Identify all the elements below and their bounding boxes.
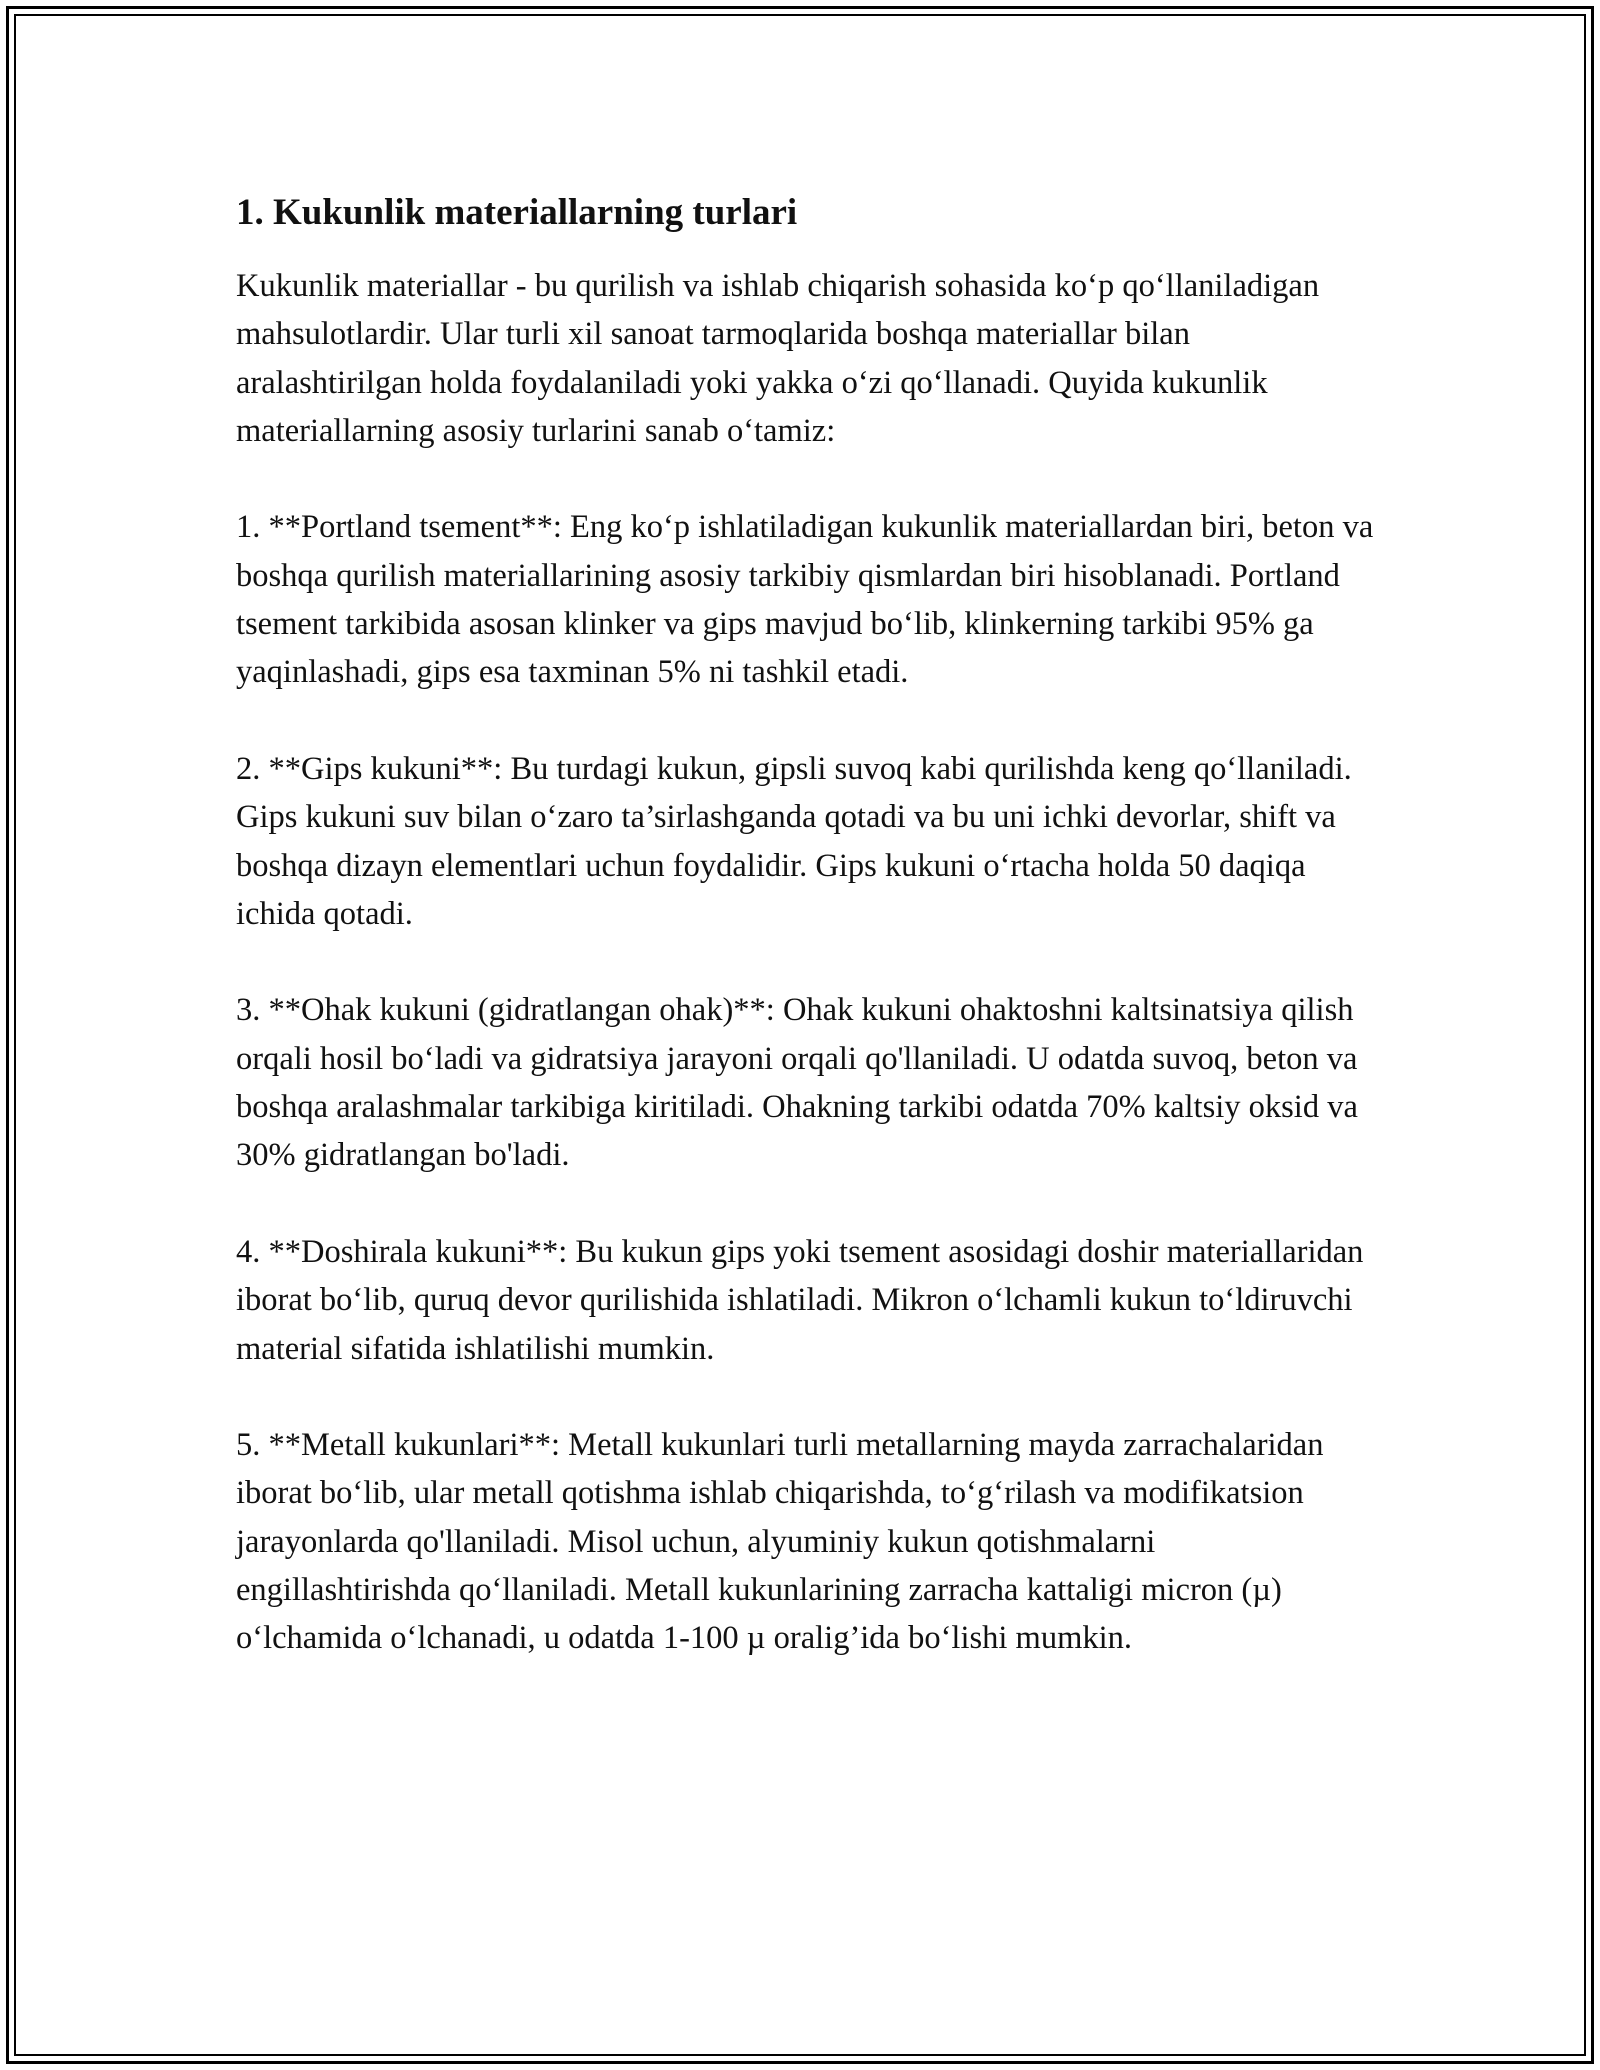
- list-item-portland-tsement: 1. **Portland tsement**: Eng ko‘p ishlatiladigan kukunlik materiallardan biri, beton va boshqa qurilish materiallarining asosiy tarkibiy qismlardan biri hisoblanadi. Portland tsement tarkibida asosan klinker va gips mavjud bo‘lib, klinkerning tarkibi 95% ga yaqinlashadi, gips esa taxminan 5% ni tashkil etadi.: [236, 509, 1374, 691]
- document-title: 1. Kukunlik materiallarning turlari: [236, 192, 798, 233]
- list-item-doshirala-kukuni: 4. **Doshirala kukuni**: Bu kukun gips yoki tsement asosidagi doshir materiallaridan iborat bo‘lib, quruq devor qurilishida ishlatiladi. Mikron o‘lchamli kukun to‘ldiruvchi material sifatida ishlatilishi mumkin.: [236, 1233, 1364, 1367]
- document-body: [236, 190, 1376, 1663]
- list-item-ohak-kukuni: 3. **Ohak kukuni (gidratlangan ohak)**: Ohak kukuni ohaktoshni kaltsinatsiya qilish orqali hosil bo‘ladi va gidratsiya jarayoni orqali qo'llaniladi. U odatda suvoq, beton va boshqa aralashmalar tarkibiga kiritiladi. Ohakning tarkibi odatda 70% kaltsiy oksid va 30% gidratlangan bo'ladi.: [236, 992, 1358, 1174]
- list-item-gips-kukuni: 2. **Gips kukuni**: Bu turdagi kukun, gipsli suvoq kabi qurilishda keng qo‘llaniladi. Gips kukuni suv bilan o‘zaro ta’sirlashganda qotadi va bu uni ichki devorlar, shift va boshqa dizayn elementlari uchun foydalidir. Gips kukuni o‘rtacha holda 50 daqiqa ichida qotadi.: [236, 750, 1352, 932]
- list-item-metall-kukunlari: 5. **Metall kukunlari**: Metall kukunlari turli metallarning mayda zarrachalaridan iborat bo‘lib, ular metall qotishma ishlab chiqarishda, to‘g‘rilash va modifikatsion jarayonlarda qo'llaniladi. Misol uchun, alyuminiy kukun qotishmalarni engillashtirishda qo‘llaniladi. Metall kukunlarining zarracha kattaligi micron (µ) o‘lchamida o‘lchanadi, u odatda 1-100 µ oralig’ida bo‘lishi mumkin.: [236, 1427, 1324, 1657]
- intro-paragraph: Kukunlik materiallar - bu qurilish va ishlab chiqarish sohasida ko‘p qo‘llaniladigan mahsulotlardir. Ular turli xil sanoat tarmoqlarida boshqa materiallar bilan aralashtirilgan holda foydalaniladi yoki yakka o‘zi qo‘llanadi. Quyida kukunlik materiallarning asosiy turlarini sanab o‘tamiz:: [236, 268, 1320, 449]
